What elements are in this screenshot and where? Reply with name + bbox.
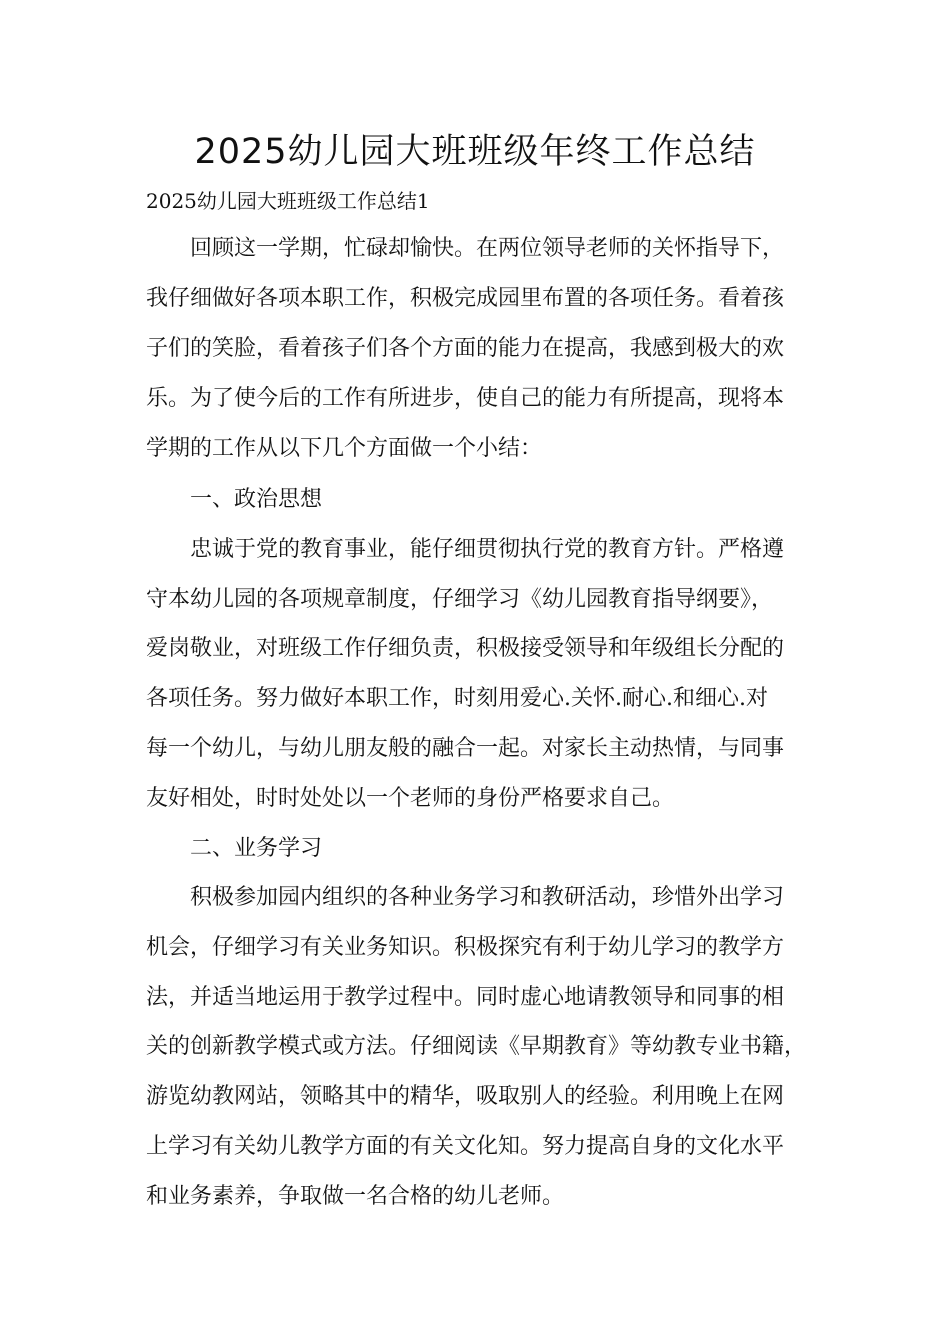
paragraph-line: 友好相处，时时处处以一个老师的身份严格要求自己。 — [146, 786, 675, 811]
paragraph-line: 回顾这一学期，忙碌却愉快。在两位领导老师的关怀指导下， — [190, 236, 785, 261]
document-title: 2025幼儿园大班班级年终工作总结 — [194, 132, 756, 172]
paragraph-line: 各项任务。努力做好本职工作，时刻用爱心.关怀.耐心.和细心.对 — [146, 686, 768, 711]
paragraph-line: 子们的笑脸，看着孩子们各个方面的能力在提高，我感到极大的欢 — [146, 336, 785, 361]
paragraph-line: 法，并适当地运用于教学过程中。同时虚心地请教领导和同事的相 — [146, 985, 785, 1010]
section-heading: 二、业务学习 — [190, 836, 323, 861]
paragraph-line: 积极参加园内组织的各种业务学习和教研活动，珍惜外出学习 — [190, 885, 785, 910]
paragraph-line: 守本幼儿园的各项规章制度，仔细学习《幼儿园教育指导纲要》， — [146, 587, 774, 612]
paragraph-line: 关的创新教学模式或方法。仔细阅读《早期教育》等幼教专业书籍， — [146, 1034, 807, 1059]
document-subtitle: 2025幼儿园大班班级工作总结1 — [146, 189, 430, 213]
paragraph-line: 爱岗敬业，对班级工作仔细负责，积极接受领导和年级组长分配的 — [146, 636, 785, 661]
paragraph-line: 游览幼教网站，领略其中的精华，吸取别人的经验。利用晚上在网 — [146, 1084, 785, 1109]
paragraph-line: 和业务素养，争取做一名合格的幼儿老师。 — [146, 1184, 565, 1209]
section-heading: 一、政治思想 — [190, 487, 323, 512]
paragraph-line: 上学习有关幼儿教学方面的有关文化知。努力提高自身的文化水平 — [146, 1134, 785, 1159]
paragraph-line: 忠诚于党的教育事业，能仔细贯彻执行党的教育方针。严格遵 — [190, 537, 785, 562]
paragraph-line: 学期的工作从以下几个方面做一个小结： — [146, 436, 543, 461]
paragraph-line: 每一个幼儿，与幼儿朋友般的融合一起。对家长主动热情，与同事 — [146, 736, 785, 761]
paragraph-line: 机会，仔细学习有关业务知识。积极探究有利于幼儿学习的教学方 — [146, 935, 785, 960]
paragraph-line: 乐。为了使今后的工作有所进步，使自己的能力有所提高，现将本 — [146, 386, 785, 411]
paragraph-line: 我仔细做好各项本职工作，积极完成园里布置的各项任务。看着孩 — [146, 286, 785, 311]
